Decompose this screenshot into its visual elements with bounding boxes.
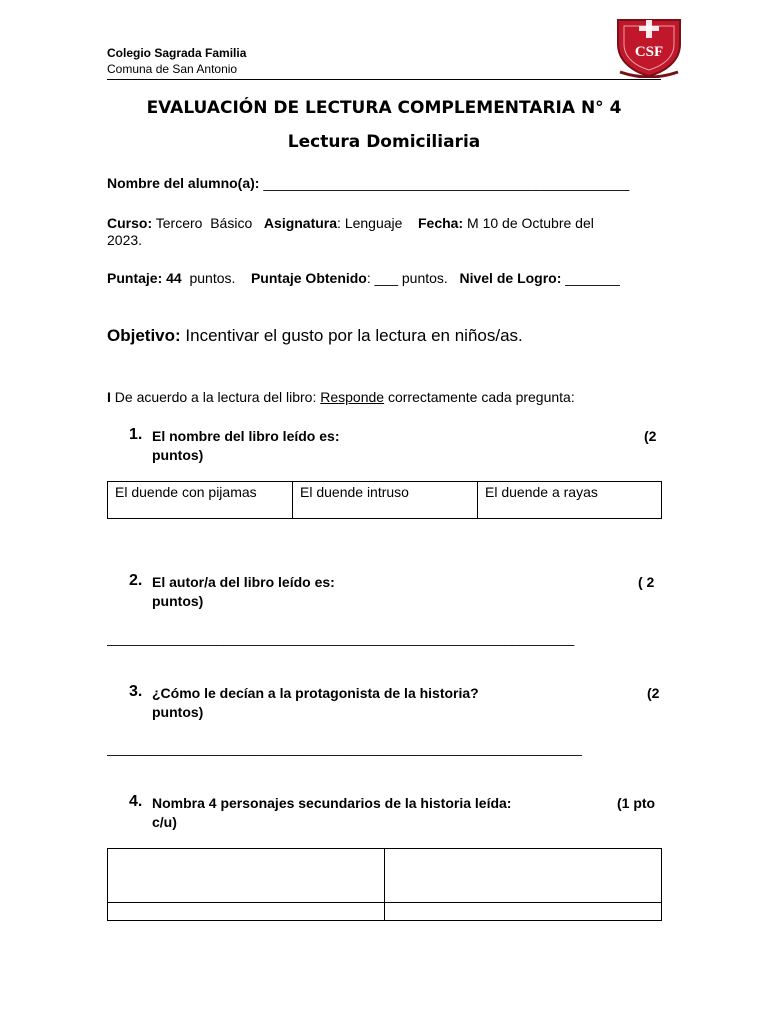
puntaje-label: Puntaje: 44: [107, 270, 182, 286]
objective-label: Objetivo:: [107, 326, 181, 345]
question-number: 1.: [129, 426, 143, 443]
answer-cell[interactable]: [108, 903, 385, 921]
option-cell[interactable]: El duende a rayas: [478, 482, 662, 519]
question-points-cont: puntos): [152, 447, 204, 463]
question-number: 3.: [129, 683, 143, 700]
question-text: ¿Cómo le decían a la protagonista de la historia?: [152, 685, 479, 701]
answer-cell[interactable]: [385, 903, 662, 921]
objective-text: Incentivar el gusto por la lectura en niños/as.: [180, 326, 523, 345]
student-name-blank: _______________________________________________: [263, 175, 630, 191]
instruction: [107, 389, 575, 405]
option-cell[interactable]: El duende con pijamas: [108, 482, 293, 519]
fecha-continued: 2023.: [107, 232, 143, 248]
question-points-cont: c/u): [152, 814, 177, 830]
asignatura-label: Asignatura: [263, 215, 338, 231]
q4-answer-table: [107, 848, 662, 921]
puntaje-units: puntos.: [181, 270, 251, 286]
school-name: Colegio Sagrada Familia: [107, 46, 247, 60]
section-roman: I: [107, 389, 111, 405]
instruction-emph: Responde: [320, 389, 385, 405]
question-points: (2: [644, 428, 657, 444]
question-text: El nombre del libro leído es:: [152, 428, 340, 444]
fecha-value: M 10 de Octubre del: [463, 215, 594, 231]
course-info: [107, 214, 667, 232]
curso-value: Tercero Básico: [152, 215, 264, 231]
nivel-logro-label: Nivel de Logro:: [459, 270, 562, 286]
curso-label: Curso:: [107, 215, 153, 231]
puntaje-obtenido-value: : ___ puntos.: [366, 270, 460, 286]
q1-options-table: [107, 481, 662, 519]
answer-cell[interactable]: [108, 849, 385, 903]
fecha-label: Fecha:: [418, 215, 464, 231]
answer-line[interactable]: ____________________________________________________________: [107, 630, 575, 646]
question-text: Nombra 4 personajes secundarios de la historia leída:: [152, 795, 512, 811]
instruction-pre: De acuerdo a la lectura del libro:: [110, 389, 321, 405]
score-line: [107, 270, 620, 286]
header-divider: [107, 79, 661, 80]
answer-line[interactable]: _____________________________________________________________: [107, 740, 582, 756]
student-name-line: [107, 175, 629, 191]
question-points: ( 2: [638, 574, 655, 590]
student-name-label: Nombre del alumno(a):: [107, 175, 260, 191]
option-cell[interactable]: El duende intruso: [293, 482, 478, 519]
question-number: 2.: [129, 572, 143, 589]
instruction-post: correctamente cada pregunta:: [384, 389, 575, 405]
exam-title: EVALUACIÓN DE LECTURA COMPLEMENTARIA N° 4: [146, 98, 622, 118]
question-points: (1 pto: [617, 795, 656, 811]
puntaje-obtenido-label: Puntaje Obtenido: [250, 270, 367, 286]
asignatura-value: : Lenguaje: [337, 215, 418, 231]
question-points: (2: [647, 685, 660, 701]
logo-letters: CSF: [634, 44, 664, 60]
nivel-logro-blank: _______: [561, 270, 620, 286]
question-points-cont: puntos): [152, 704, 204, 720]
question-points-cont: puntos): [152, 593, 204, 609]
question-number: 4.: [129, 793, 143, 810]
school-logo: [614, 16, 684, 78]
exam-subtitle: Lectura Domiciliaria: [287, 132, 481, 152]
question-text: El autor/a del libro leído es:: [152, 574, 335, 590]
answer-cell[interactable]: [385, 849, 662, 903]
objective: [107, 326, 523, 346]
school-comuna: Comuna de San Antonio: [107, 62, 238, 76]
